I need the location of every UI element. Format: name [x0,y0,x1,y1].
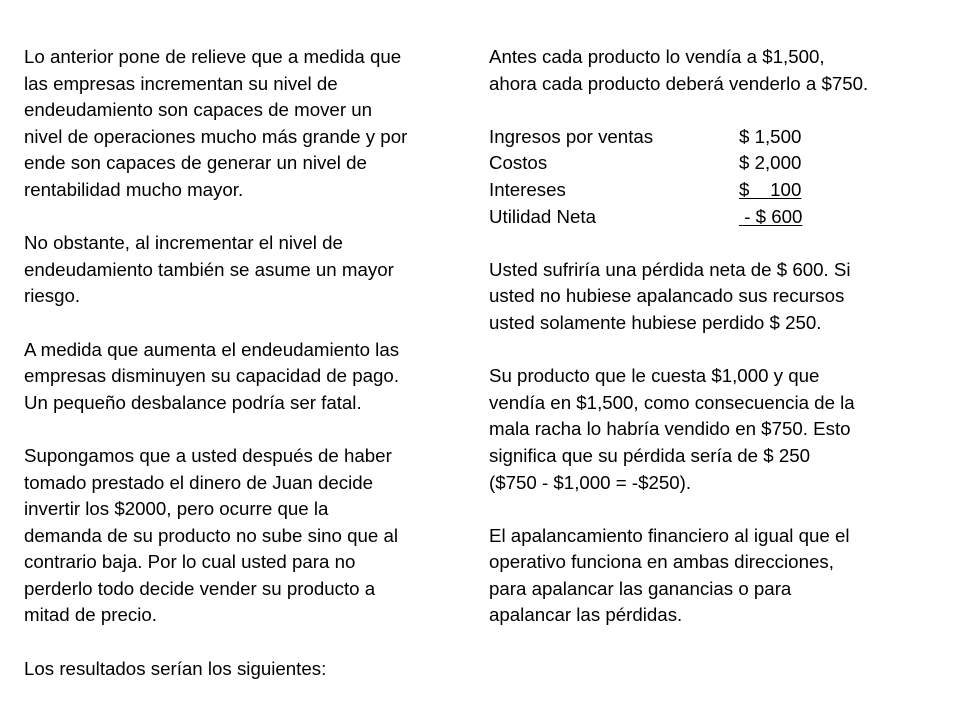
table-row [489,204,802,231]
paragraph-payment-capacity: A medida que aumenta el endeudamiento las empresas disminuyen su capacidad de pago. Un pequeño desbalance podría ser fatal. [24,338,400,413]
left-column [24,44,474,682]
paragraph-net-loss: Usted sufriría una pérdida neta de $ 600. Si usted no hubiese apalancado sus recursos usted solamente hubiese perdido $ 250. [489,258,851,333]
paragraph-gap [489,97,929,124]
row-value: - $ 600 [739,205,803,227]
right-column [489,44,929,629]
row-label: Costos [489,152,548,174]
table-row [489,124,802,151]
row-label: Ingresos por ventas [489,125,654,147]
table-row [489,150,802,177]
row-label: Intereses [489,178,566,200]
income-statement-table [489,124,802,230]
paragraph-gap [489,337,929,364]
paragraph-conclusion: El apalancamiento financiero al igual que el operativo funciona en ambas direcciones, para apalancar las ganancias o para apalancar las pérdidas. [489,524,850,626]
paragraph-leverage-intro: Lo anterior pone de relieve que a medida que las empresas incrementan su nivel de endeudamiento son capaces de mover un nivel de operaciones mucho más grande y por ende son capaces de generar un nivel de rentabilidad mucho mayor. [24,46,408,200]
paragraph-price-change: Antes cada producto lo vendía a $1,500, ahora cada producto deberá venderlo a $750. [489,46,869,94]
paragraph-gap [24,310,474,337]
paragraph-scenario: Supongamos que a usted después de haber tomado prestado el dinero de Juan decide invertir los $2000, pero ocurre que la demanda de su producto no sube sino que al contrario baja. Por lo cual usted para no perderlo todo decide vender su producto a mitad de precio. [24,444,399,626]
paragraph-gap [24,629,474,656]
row-value: $ 100 [739,178,802,200]
paragraph-gap [24,204,474,231]
paragraph-gap [489,230,929,257]
paragraph-gap [489,496,929,523]
table-row [489,177,802,204]
paragraph-results-intro: Los resultados serían los siguientes: [24,657,327,679]
row-value: $ 2,000 [739,152,802,174]
paragraph-product-cost: Su producto que le cuesta $1,000 y que vendía en $1,500, como consecuencia de la mala racha lo habría vendido en $750. Esto significa que su pérdida sería de $ 250 ($750 - $1,000 = -$250). [489,365,855,493]
paragraph-risk: No obstante, al incrementar el nivel de endeudamiento también se asume un mayor riesgo. [24,232,394,307]
row-label: Utilidad Neta [489,205,596,227]
paragraph-gap [24,416,474,443]
row-value: $ 1,500 [739,125,802,147]
